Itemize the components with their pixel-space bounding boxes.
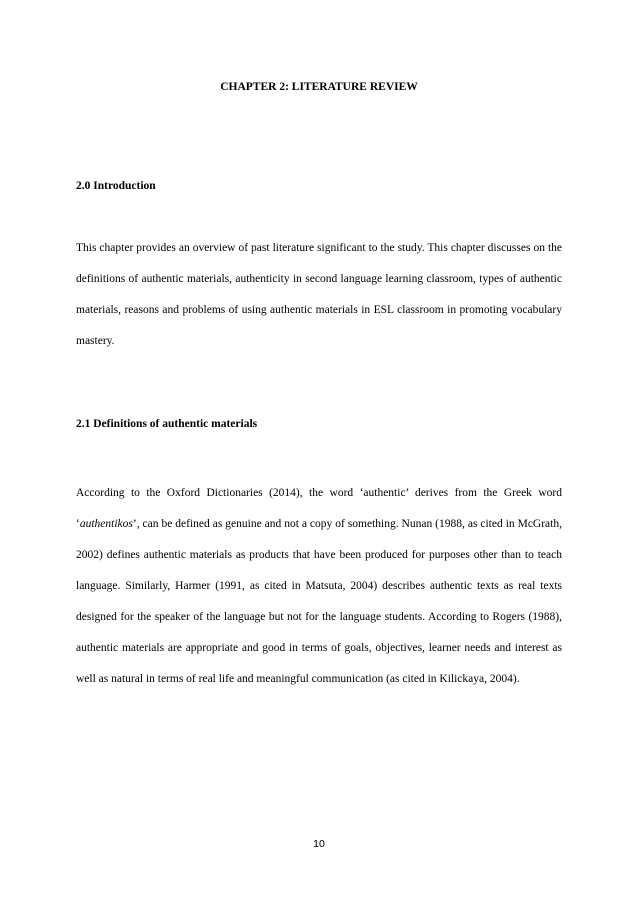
chapter-title: CHAPTER 2: LITERATURE REVIEW xyxy=(220,81,418,93)
section-heading-introduction: 2.0 Introduction xyxy=(76,180,156,192)
definitions-paragraph xyxy=(76,478,562,695)
definitions-paragraph-part2: ’, can be defined as genuine and not a copy of something. Nunan (1988, as cited in McGrath, 2002) defines authentic materials as products that have been produced for purposes other than to teach language. Similarly, Harmer (1991, as cited in Matsuta, 2004) describes authentic texts as real texts designed for the speaker of the language but not for the language students. According to Rogers (1988), authentic materials are appropriate and good in terms of goals, objectives, learner needs and interest as well as natural in terms of real life and meaningful communication (as cited in Kilickaya, 2004). xyxy=(76,518,562,685)
section-heading-definitions: 2.1 Definitions of authentic materials xyxy=(76,418,258,430)
definitions-paragraph-italic-term: authentikos xyxy=(79,518,133,530)
definitions-paragraph-part1: According to the Oxford Dictionaries (2014), the word ‘authentic’ derives from the Greek word ‘ xyxy=(76,487,562,530)
page-number: 10 xyxy=(313,838,325,850)
introduction-paragraph: This chapter provides an overview of past literature significant to the study. This chapter discusses on the definitions of authentic materials, authenticity in second language learning classroom, types of authentic materials, reasons and problems of using authentic materials in ESL classroom in promoting vocabulary mastery. xyxy=(76,242,562,347)
